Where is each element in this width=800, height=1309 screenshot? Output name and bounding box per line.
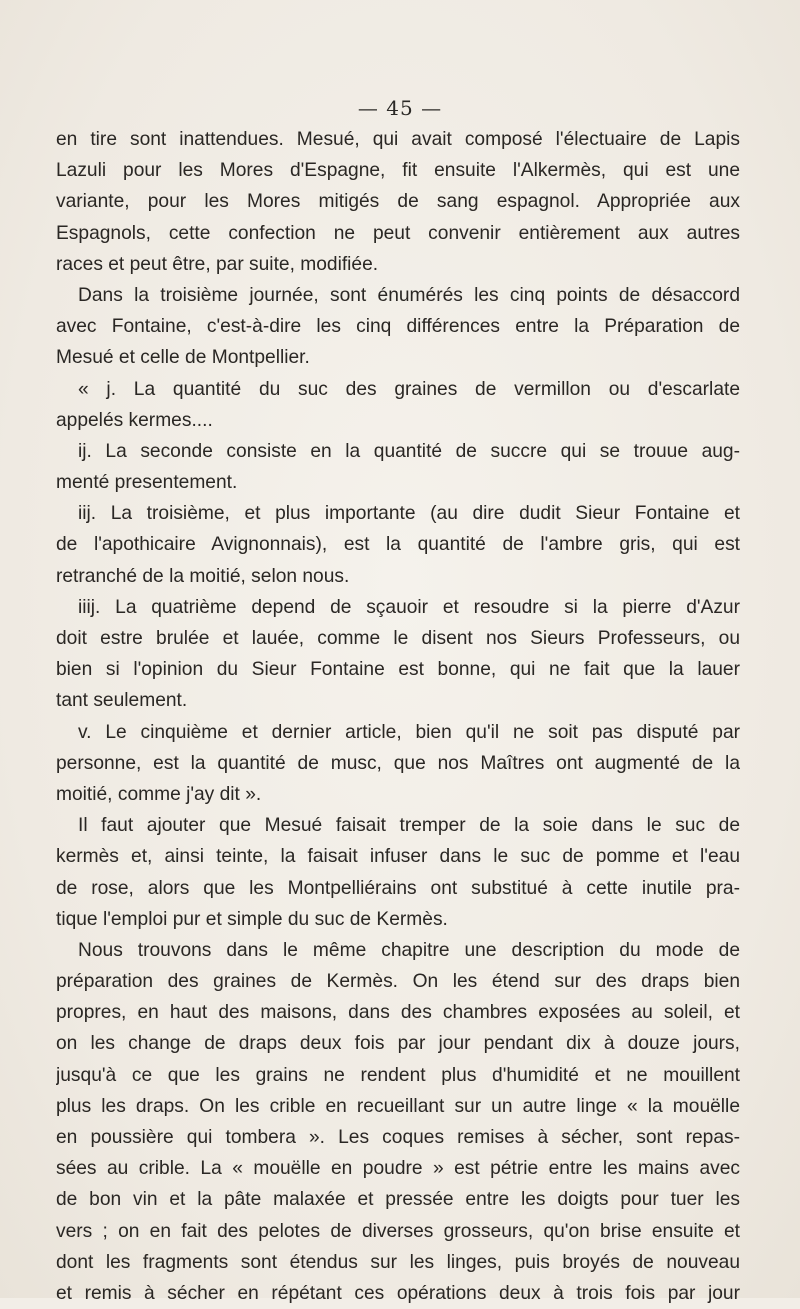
text-line: tant seulement.: [56, 690, 188, 712]
text-line: variante, pour les Mores mitigés de sang espagnol. Appropriée aux: [56, 191, 740, 213]
text-line: on les change de draps deux fois par jour pendant dix à douze jours,: [56, 1033, 740, 1055]
body-text: [56, 124, 740, 1309]
text-line: Nous trouvons dans le même chapitre une description du mode de: [78, 939, 740, 961]
text-line: « j. La quantité du suc des graines de vermillon ou d'escarlate: [78, 378, 740, 400]
text-line: kermès et, ainsi teinte, la faisait infuser dans le suc de pomme et l'eau: [56, 846, 740, 868]
text-line: préparation des graines de Kermès. On les étend sur des draps bien: [56, 971, 740, 993]
text-line: jusqu'à ce que les grains ne rendent plus d'humidité et ne mouillent: [56, 1064, 740, 1086]
text-line: dont les fragments sont étendus sur les linges, puis broyés de nouveau: [56, 1251, 740, 1273]
text-line: bien si l'opinion du Sieur Fontaine est bonne, qui ne fait que la lauer: [56, 659, 740, 681]
text-line: plus les draps. On les crible en recueillant sur un autre linge « la mouëlle: [56, 1095, 740, 1117]
text-line: Espagnols, cette confection ne peut convenir entièrement aux autres: [56, 222, 740, 244]
text-line: en poussière qui tombera ». Les coques remises à sécher, sont repas-: [56, 1127, 740, 1148]
text-line: de rose, alors que les Montpelliérains ont substitué à cette inutile pra-: [56, 877, 740, 899]
page-number: — 45 —: [357, 96, 443, 120]
text-line: propres, en haut des maisons, dans des chambres exposées au soleil, et: [56, 1002, 740, 1024]
text-line: v. Le cinquième et dernier article, bien qu'il ne soit pas disputé par: [78, 721, 740, 743]
text-line: de l'apothicaire Avignonnais), est la quantité de l'ambre gris, qui est: [56, 534, 740, 556]
text-line: moitié, comme j'ay dit ».: [56, 783, 262, 805]
text-line: sées au crible. La « mouëlle en poudre » est pétrie entre les mains avec: [56, 1158, 740, 1180]
text-line: Lazuli pour les Mores d'Espagne, fit ensuite l'Alkermès, qui est une: [56, 160, 740, 182]
text-line: vers ; on en fait des pelotes de diverses grosseurs, qu'on brise ensuite et: [56, 1220, 740, 1242]
text-line: et remis à sécher en répétant ces opérations deux à trois fois par jour: [56, 1282, 740, 1304]
text-line: iij. La troisième, et plus importante (au dire dudit Sieur Fontaine et: [78, 503, 740, 525]
text-line: personne, est la quantité de musc, que nos Maîtres ont augmenté de la: [56, 752, 740, 774]
text-line: en tire sont inattendues. Mesué, qui avait composé l'électuaire de Lapis: [56, 129, 740, 150]
text-line: de bon vin et la pâte malaxée et pressée entre les doigts pour tuer les: [56, 1189, 740, 1211]
text-line: tique l'emploi pur et simple du suc de Kermès.: [56, 908, 448, 930]
text-line: Mesué et celle de Montpellier.: [56, 347, 310, 369]
text-line: menté presentement.: [56, 472, 238, 494]
text-line: doit estre brulée et lauée, comme le disent nos Sieurs Professeurs, ou: [56, 628, 740, 649]
text-line: Dans la troisième journée, sont énumérés les cinq points de désaccord: [78, 284, 740, 306]
text-line: appelés kermes....: [56, 409, 213, 431]
text-line: ij. La seconde consiste en la quantité de succre qui se trouue aug-: [78, 440, 740, 462]
text-line: races et peut être, par suite, modifiée.: [56, 253, 379, 275]
text-line: iiij. La quatrième depend de sçauoir et resoudre si la pierre d'Azur: [78, 596, 740, 618]
text-line: avec Fontaine, c'est-à-dire les cinq différences entre la Préparation de: [56, 316, 740, 338]
text-line: retranché de la moitié, selon nous.: [56, 565, 350, 587]
text-line: Il faut ajouter que Mesué faisait tremper de la soie dans le suc de: [78, 815, 740, 837]
